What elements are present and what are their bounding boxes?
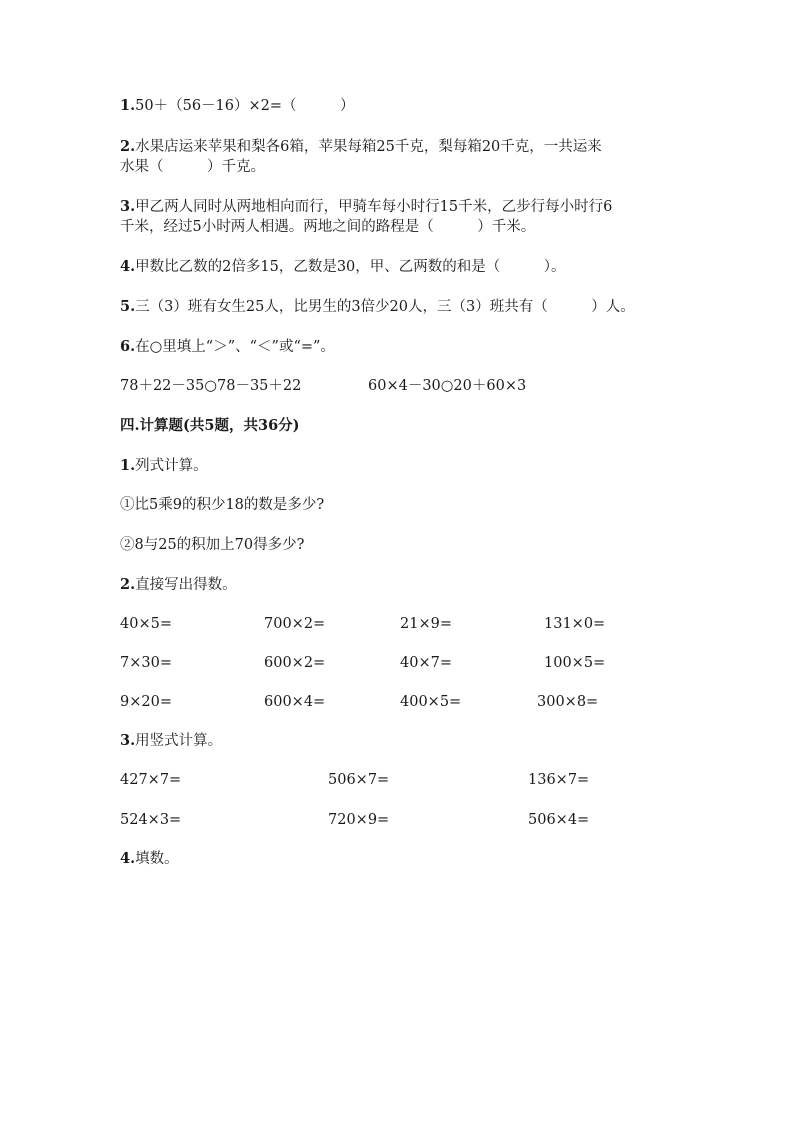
question-5 [120, 297, 635, 317]
question-number: 3. [120, 732, 136, 749]
calc-item: ①比5乘9的积少18的数是多少? [120, 497, 325, 513]
oral-calc-item: 40×5= [120, 616, 172, 632]
question-number: 2. [120, 138, 136, 155]
oral-calc-item: 7×30= [120, 655, 172, 671]
calc-question-2 [120, 575, 237, 595]
question-text: 水果（ ）千克。 [120, 159, 265, 175]
question-text: 水果店运来苹果和梨各6箱，苹果每箱25千克，梨每箱20千克，一共运来 [135, 139, 602, 155]
oral-calc-item: 131×0= [544, 616, 606, 632]
question-number: 6. [120, 338, 136, 355]
oral-calc-item: 40×7= [400, 655, 452, 671]
question-number: 3. [120, 198, 136, 215]
question-3 [120, 197, 612, 217]
vertical-calc-item: 506×7= [328, 772, 390, 788]
compare-expression: 60×4－30○20＋60×3 [368, 378, 527, 394]
question-1 [120, 96, 355, 116]
question-3-continued [120, 217, 535, 237]
question-number: 5. [120, 298, 136, 315]
question-text: 在○里填上“＞”、“＜”或“=”。 [135, 339, 335, 355]
question-number: 4. [120, 850, 136, 867]
question-text: 甲乙两人同时从两地相向而行，甲骑车每小时行15千米，乙步行每小时行6 [135, 199, 613, 215]
vertical-calc-item: 720×9= [328, 812, 390, 828]
oral-calc-item: 21×9= [400, 616, 452, 632]
question-6 [120, 337, 335, 357]
oral-calc-item: 300×8= [537, 694, 599, 710]
vertical-calc-item: 524×3= [120, 812, 182, 828]
compare-expression: 78＋22－35○78－35＋22 [120, 378, 302, 394]
vertical-calc-item: 427×7= [120, 772, 182, 788]
question-number: 1. [120, 97, 136, 114]
calc-question-4 [120, 849, 179, 869]
vertical-calc-item: 136×7= [528, 772, 590, 788]
question-2-continued [120, 157, 265, 177]
oral-calc-item: 700×2= [264, 616, 326, 632]
oral-calc-item: 100×5= [544, 655, 606, 671]
calc-question-3 [120, 731, 222, 751]
question-number: 1. [120, 457, 136, 474]
question-text: 甲数比乙数的2倍多15，乙数是30，甲、乙两数的和是（ ）。 [135, 259, 566, 275]
question-text: 用竖式计算。 [135, 733, 223, 749]
question-text: 填数。 [135, 851, 179, 867]
question-number: 2. [120, 576, 136, 593]
calc-item: ②8与25的积加上70得多少? [120, 537, 305, 553]
calc-question-1 [120, 456, 208, 476]
vertical-calc-item: 506×4= [528, 812, 590, 828]
question-text: 千米，经过5小时两人相遇。两地之间的路程是（ ）千米。 [120, 219, 536, 235]
oral-calc-item: 400×5= [400, 694, 462, 710]
section-heading: 四.计算题(共5题，共36分) [120, 417, 300, 434]
question-text: 列式计算。 [135, 458, 208, 474]
oral-calc-item: 600×4= [264, 694, 326, 710]
oral-calc-item: 9×20= [120, 694, 172, 710]
question-4 [120, 257, 566, 277]
question-text: 三（3）班有女生25人，比男生的3倍少20人，三（3）班共有（ ）人。 [135, 299, 635, 315]
question-text: 50＋（56－16）×2=（ ） [135, 98, 355, 114]
question-2 [120, 137, 602, 157]
oral-calc-item: 600×2= [264, 655, 326, 671]
question-number: 4. [120, 258, 136, 275]
question-text: 直接写出得数。 [135, 577, 237, 593]
